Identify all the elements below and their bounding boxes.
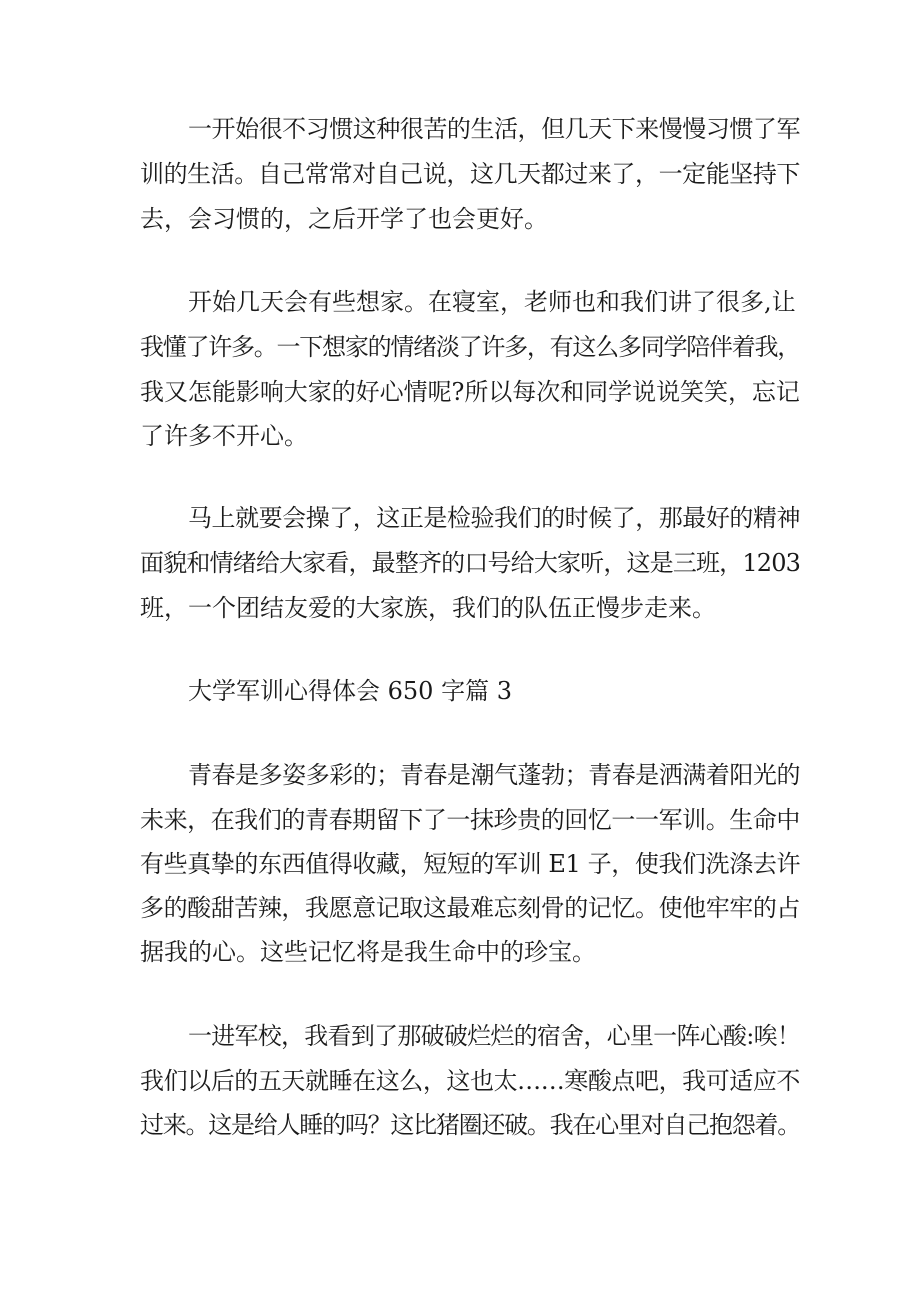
paragraph-3-line-1: 马上就要会操了，这正是检验我们的时候了，那最好的精神 bbox=[188, 504, 800, 532]
paragraph-4-line-4: 多的酸甜苦辣，我愿意记取这最难忘刻骨的记忆。使他牢牢的占 bbox=[140, 894, 800, 922]
paragraph-4-line-2: 未来，在我们的青春期留下了一抹珍贵的回忆一一军训。生命中 bbox=[140, 806, 800, 834]
paragraph-1-line-2: 训的生活。自己常常对自己说，这几天都过来了，一定能坚持下 bbox=[140, 160, 800, 188]
section-heading: 大学军训心得体会 650 字篇 3 bbox=[188, 677, 512, 705]
paragraph-4-line-3: 有些真挚的东西值得收藏，短短的军训 E1 子，使我们洗涤去许 bbox=[140, 850, 801, 878]
paragraph-2-line-1: 开始几天会有些想家。在寝室，老师也和我们讲了很多,让 bbox=[188, 288, 796, 316]
paragraph-2-line-3: 我又怎能影响大家的好心情呢?所以每次和同学说说笑笑，忘记 bbox=[140, 378, 800, 406]
paragraph-4-line-1: 青春是多姿多彩的；青春是潮气蓬勃；青春是洒满着阳光的 bbox=[188, 761, 800, 789]
paragraph-5-line-2: 我们以后的五天就睡在这么，这也太……寒酸点吧，我可适应不 bbox=[140, 1067, 800, 1095]
paragraph-2-line-2: 我懂了许多。一下想家的情绪淡了许多，有这么多同学陪伴着我， bbox=[140, 333, 800, 361]
paragraph-4-line-5: 据我的心。这些记忆将是我生命中的珍宝。 bbox=[140, 938, 596, 966]
paragraph-3-line-2: 面貌和情绪给大家看，最整齐的口号给大家听，这是三班，1203 bbox=[140, 549, 801, 577]
paragraph-1-line-1: 一开始很不习惯这种很苦的生活，但几天下来慢慢习惯了军 bbox=[188, 115, 800, 143]
paragraph-3-line-3: 班，一个团结友爱的大家族，我们的队伍正慢步走来。 bbox=[140, 594, 716, 622]
paragraph-2-line-4: 了许多不开心。 bbox=[140, 422, 308, 450]
paragraph-5-line-3: 过来。这是给人睡的吗？这比猪圈还破。我在心里对自己抱怨着。 bbox=[140, 1111, 800, 1139]
paragraph-1-line-3: 去，会习惯的，之后开学了也会更好。 bbox=[140, 205, 548, 233]
paragraph-5-line-1: 一进军校，我看到了那破破烂烂的宿舍，心里一阵心酸:唉！ bbox=[188, 1022, 801, 1050]
